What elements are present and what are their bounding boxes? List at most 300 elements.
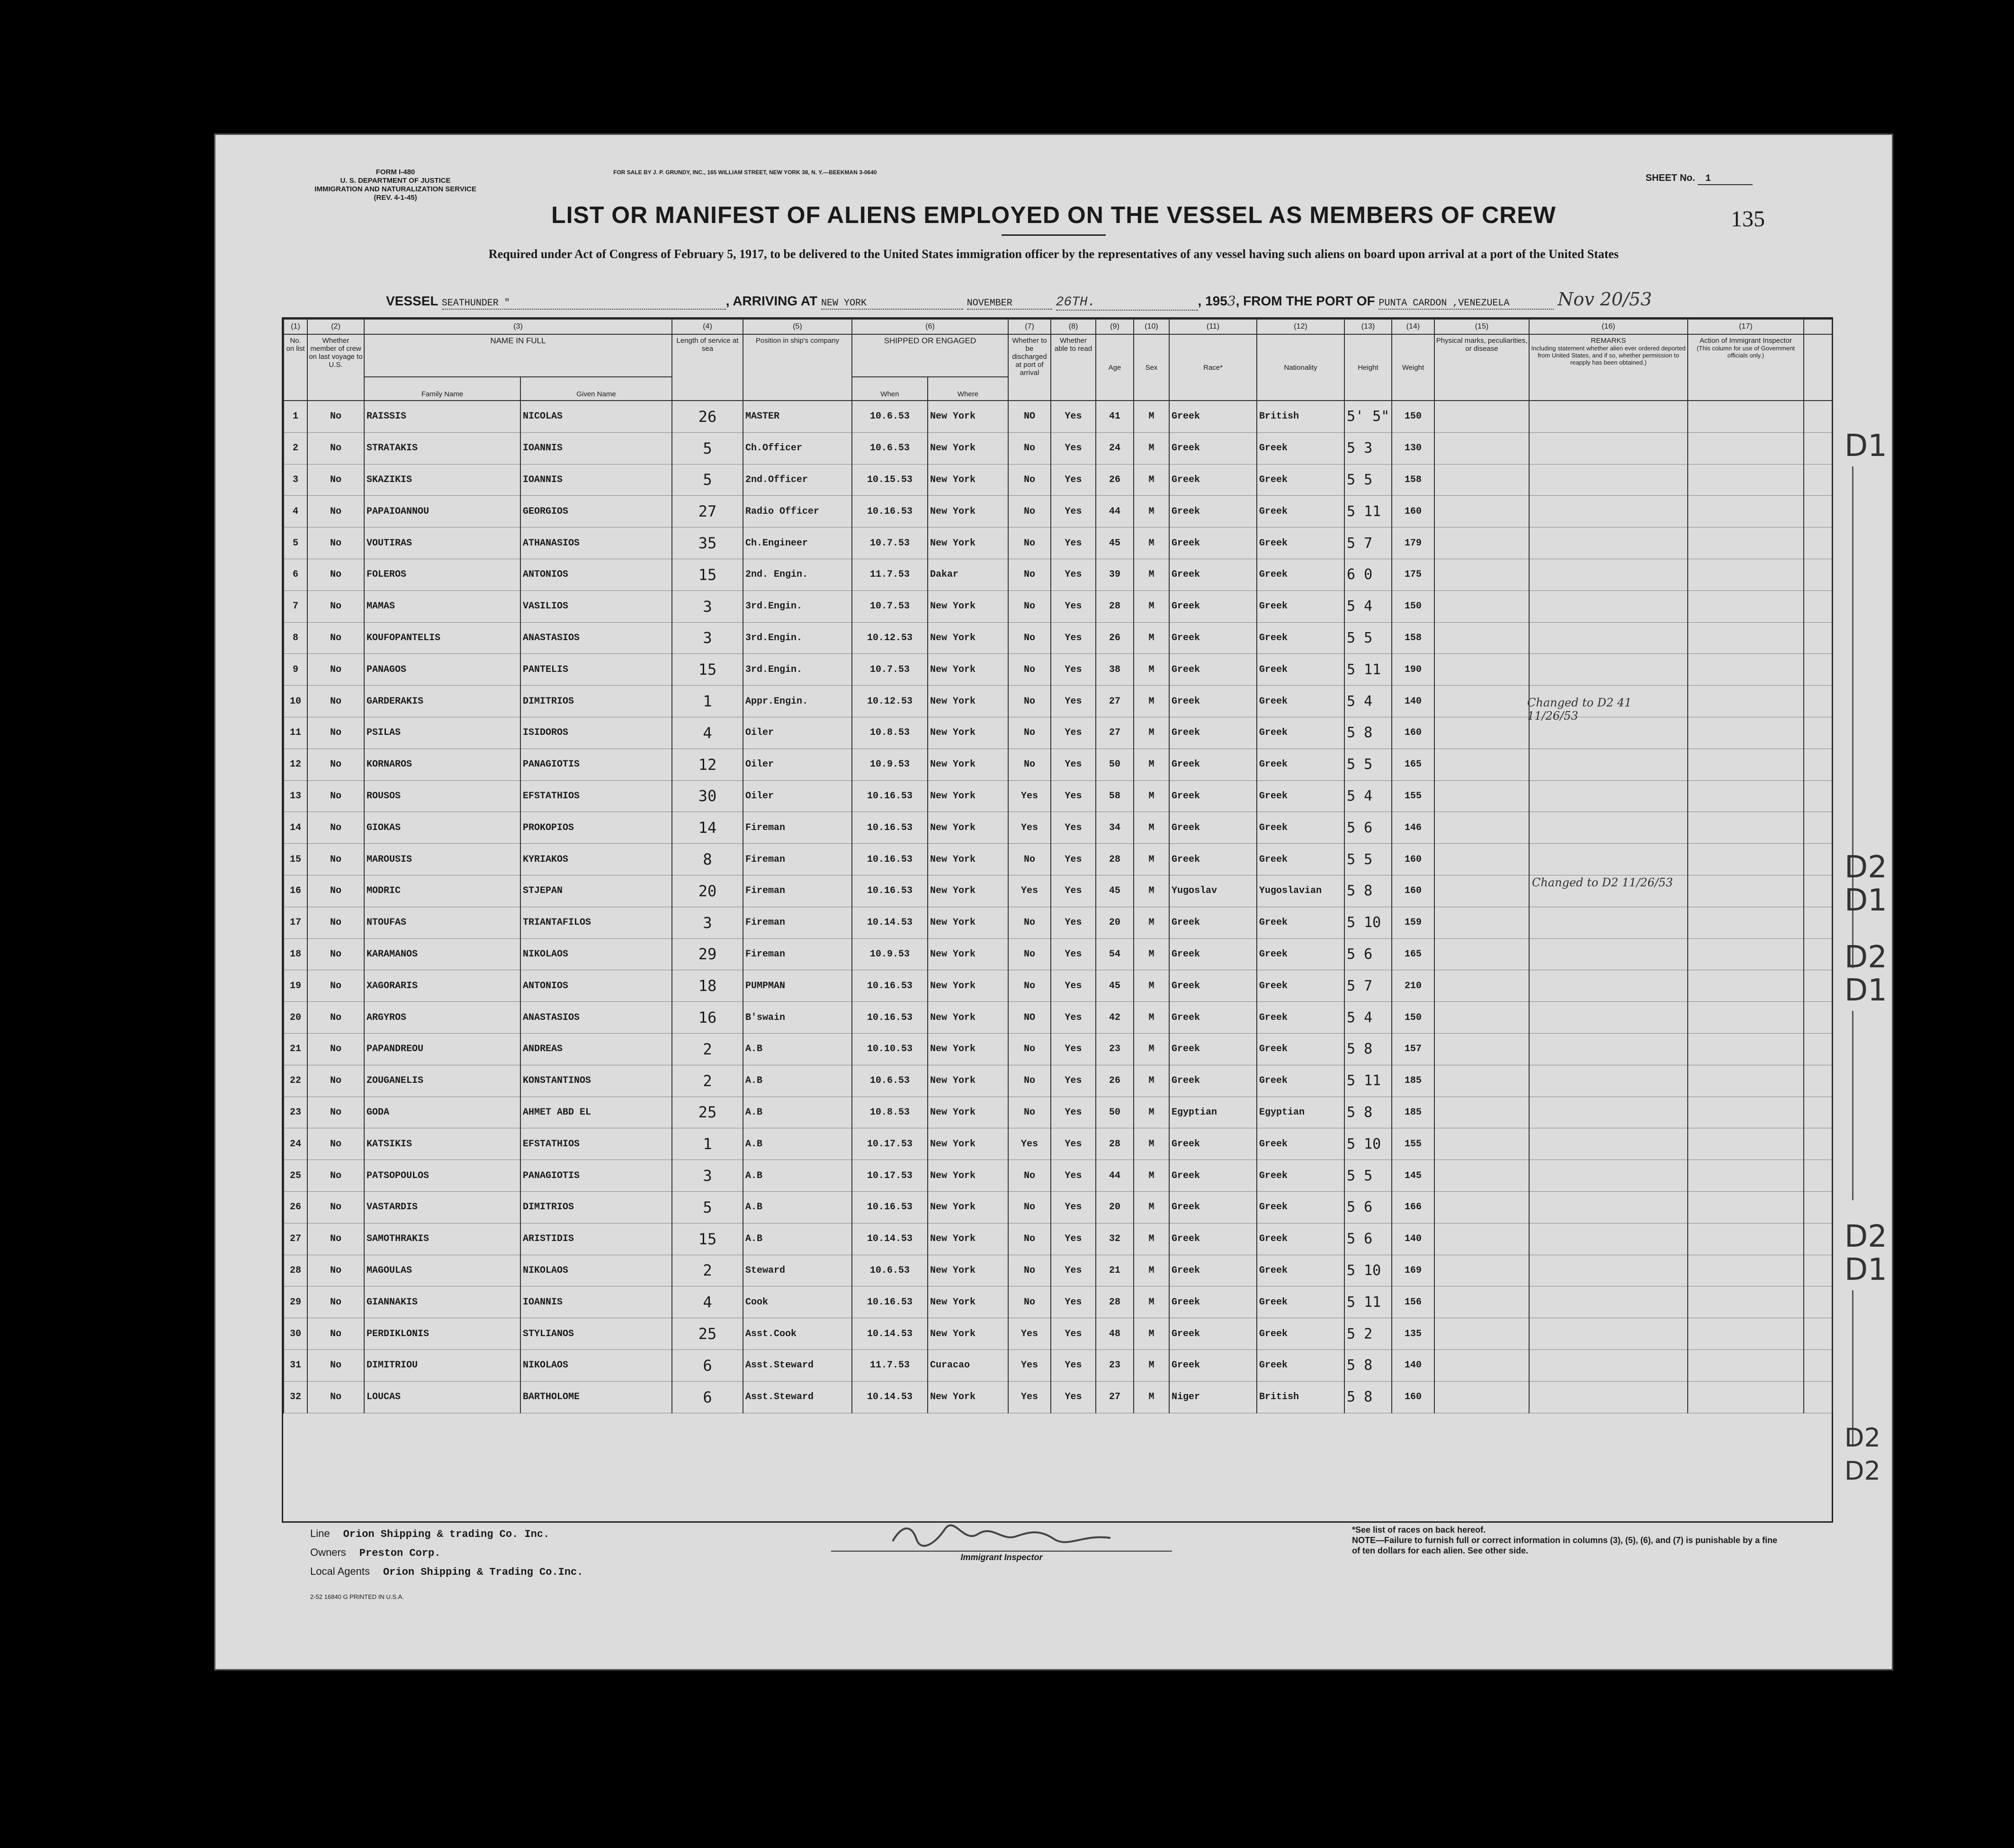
cell-family-name: PANAGOS [364,654,520,686]
cell-action [1688,970,1804,1002]
crew-row [284,1160,1832,1192]
cell-position: 3rd.Engin. [743,654,852,686]
cell-discharged: No [1008,749,1051,780]
cell-position: Fireman [743,875,852,907]
cell-service: 3 [672,622,743,654]
cell-no: 30 [284,1318,307,1350]
cell-family-name: SAMOTHRAKIS [364,1223,520,1255]
cell-race: Greek [1169,1349,1257,1381]
cell-prev-voyage: No [307,970,364,1002]
cell-service: 4 [672,1286,743,1318]
cell-position: 3rd.Engin. [743,622,852,654]
cell-remarks [1529,938,1688,970]
cell-height: 5 10 [1344,1255,1392,1286]
cell-given-name: STJEPAN [520,875,672,907]
cell-age: 20 [1096,1191,1134,1223]
cell-prev-voyage: No [307,559,364,590]
inspector-mark: D1 [1844,1252,1887,1287]
cell-nationality: Greek [1257,1223,1344,1255]
cell-prev-voyage: No [307,590,364,622]
cell-read: Yes [1051,1191,1096,1223]
cell-nationality: Greek [1257,1191,1344,1223]
cell-spacer [1804,749,1832,780]
cell-service: 20 [672,875,743,907]
cell-action [1688,432,1804,464]
cell-discharged: No [1008,1065,1051,1097]
cell-given-name: NICOLAS [520,401,672,432]
cell-spacer [1804,1286,1832,1318]
cell-where: New York [928,432,1008,464]
cell-when: 10.8.53 [852,1097,928,1128]
cell-spacer [1804,1160,1832,1192]
service-name: IMMIGRATION AND NATURALIZATION SERVICE [314,185,476,193]
cell-sex: M [1134,875,1169,907]
col-length-service: Length of service at sea [672,334,743,401]
cell-spacer [1804,401,1832,432]
cell-action [1688,1002,1804,1034]
cell-where: New York [928,622,1008,654]
cell-position: Cook [743,1286,852,1318]
cell-when: 10.16.53 [852,1286,928,1318]
cell-service: 18 [672,970,743,1002]
cell-height: 5 11 [1344,496,1392,527]
footer-notes [1352,1525,1788,1556]
cell-remarks [1529,1033,1688,1065]
cell-nationality: Greek [1257,1033,1344,1065]
cell-weight: 150 [1392,590,1434,622]
cell-remarks [1529,970,1688,1002]
page-subtitle: Required under Act of Congress of February 5, 1917, to be delivered to the United States immigration officer by the representatives of any vessel having such aliens on board upon arrival at a port of the United States [488,247,1619,261]
cell-weight: 169 [1392,1255,1434,1286]
cell-service: 14 [672,812,743,844]
cell-prev-voyage: No [307,654,364,686]
arrival-port: NEW YORK [821,298,963,310]
cell-race: Greek [1169,1128,1257,1160]
cell-read: Yes [1051,654,1096,686]
cell-position: Ch.Officer [743,432,852,464]
cell-given-name: ISIDOROS [520,717,672,749]
cell-no: 16 [284,875,307,907]
cell-sex: M [1134,812,1169,844]
col-shipped-engaged: SHIPPED OR ENGAGED [852,334,1008,377]
cell-sex: M [1134,1033,1169,1065]
crew-row [284,1065,1832,1097]
cell-family-name: VASTARDIS [364,1191,520,1223]
cell-height: 5 7 [1344,970,1392,1002]
cell-no: 31 [284,1349,307,1381]
cell-no: 29 [284,1286,307,1318]
cell-read: Yes [1051,938,1096,970]
cell-family-name: ZOUGANELIS [364,1065,520,1097]
cell-action [1688,907,1804,938]
crew-row [284,654,1832,686]
cell-given-name: PROKOPIOS [520,812,672,844]
cell-read: Yes [1051,1065,1096,1097]
cell-height: 5 6 [1344,812,1392,844]
printed-mark: 2-52 16840 G PRINTED IN U.S.A. [310,1593,404,1600]
cell-family-name: LOUCAS [364,1381,520,1413]
cell-no: 12 [284,749,307,780]
cell-prev-voyage: No [307,907,364,938]
cell-sex: M [1134,1318,1169,1350]
cell-action [1688,401,1804,432]
cell-remarks [1529,1065,1688,1097]
cell-race: Yugoslav [1169,875,1257,907]
cell-discharged: No [1008,1255,1051,1286]
cell-weight: 160 [1392,1381,1434,1413]
cell-family-name: DIMITRIOU [364,1349,520,1381]
col-num-8: (8) [1051,319,1096,334]
cell-weight: 156 [1392,1286,1434,1318]
cell-given-name: AHMET ABD EL [520,1097,672,1128]
cell-nationality: Greek [1257,590,1344,622]
cell-read: Yes [1051,401,1096,432]
cell-race: Greek [1169,1160,1257,1192]
cell-prev-voyage: No [307,1065,364,1097]
col-action-title: Action of Immigrant Inspector [1699,337,1792,345]
cell-prev-voyage: No [307,938,364,970]
cell-physical-marks [1434,1255,1529,1286]
cell-read: Yes [1051,812,1096,844]
cell-age: 26 [1096,622,1134,654]
cell-family-name: KATSIKIS [364,1128,520,1160]
col-num-6: (6) [852,319,1008,334]
inspector-label: Immigrant Inspector [831,1551,1172,1562]
inspector-mark: D2 [1844,1219,1887,1254]
cell-where: New York [928,1065,1008,1097]
cell-discharged: No [1008,527,1051,559]
inspector-mark: D2 [1844,940,1887,975]
cell-when: 10.14.53 [852,907,928,938]
cell-action [1688,1033,1804,1065]
cell-spacer [1804,717,1832,749]
cell-race: Greek [1169,844,1257,875]
arrival-day: 26TH. [1056,295,1198,311]
cell-given-name: NIKOLAOS [520,1255,672,1286]
cell-position: Appr.Engin. [743,686,852,717]
cell-weight: 140 [1392,686,1434,717]
cell-no: 26 [284,1191,307,1223]
cell-discharged: No [1008,686,1051,717]
cell-where: New York [928,938,1008,970]
cell-remarks [1529,907,1688,938]
cell-action [1688,749,1804,780]
cell-nationality: Greek [1257,907,1344,938]
department: U. S. DEPARTMENT OF JUSTICE [340,177,451,185]
handwritten-remark: Changed to D2 41 11/26/53 [1527,696,1632,723]
cell-weight: 175 [1392,559,1434,590]
cell-age: 58 [1096,780,1134,812]
cell-physical-marks [1434,527,1529,559]
col-name-in-full: NAME IN FULL [364,334,672,377]
cell-nationality: British [1257,401,1344,432]
cell-nationality: Greek [1257,622,1344,654]
cell-action [1688,1097,1804,1128]
cell-sex: M [1134,432,1169,464]
cell-position: Oiler [743,780,852,812]
cell-given-name: KYRIAKOS [520,844,672,875]
cell-where: Curacao [928,1349,1008,1381]
cell-service: 27 [672,496,743,527]
cell-height: 5 7 [1344,527,1392,559]
cell-race: Greek [1169,1065,1257,1097]
cell-remarks [1529,464,1688,496]
cell-action [1688,1286,1804,1318]
cell-height: 5 5 [1344,1160,1392,1192]
cell-remarks [1529,844,1688,875]
cell-weight: 155 [1392,1128,1434,1160]
cell-prev-voyage: No [307,1033,364,1065]
cell-prev-voyage: No [307,749,364,780]
cell-spacer [1804,496,1832,527]
cell-race: Greek [1169,812,1257,844]
cell-age: 28 [1096,844,1134,875]
cell-position: Asst.Steward [743,1349,852,1381]
cell-spacer [1804,559,1832,590]
cell-nationality: Greek [1257,527,1344,559]
cell-position: Oiler [743,749,852,780]
cell-when: 10.7.53 [852,590,928,622]
cell-when: 10.6.53 [852,1255,928,1286]
cell-age: 27 [1096,1381,1134,1413]
cell-position: Fireman [743,938,852,970]
cell-physical-marks [1434,1349,1529,1381]
cell-given-name: DIMITRIOS [520,1191,672,1223]
cell-physical-marks [1434,970,1529,1002]
col-position: Position in ship's company [743,334,852,401]
cell-nationality: Greek [1257,812,1344,844]
cell-nationality: Greek [1257,1002,1344,1034]
cell-race: Greek [1169,749,1257,780]
cell-age: 34 [1096,812,1134,844]
cell-family-name: MAMAS [364,590,520,622]
cell-physical-marks [1434,749,1529,780]
cell-sex: M [1134,496,1169,527]
cell-action [1688,590,1804,622]
cell-age: 28 [1096,1128,1134,1160]
cell-no: 14 [284,812,307,844]
cell-given-name: PANTELIS [520,654,672,686]
vessel-name: SEATHUNDER " [442,298,726,310]
cell-service: 4 [672,717,743,749]
cell-given-name: DIMITRIOS [520,686,672,717]
cell-when: 10.7.53 [852,527,928,559]
cell-height: 6 0 [1344,559,1392,590]
cell-weight: 166 [1392,1191,1434,1223]
col-num-3: (3) [364,319,672,334]
cell-given-name: TRIANTAFILOS [520,907,672,938]
crew-row [284,1002,1832,1034]
cell-age: 27 [1096,717,1134,749]
crew-table [283,319,1833,1413]
cell-service: 25 [672,1097,743,1128]
cell-nationality: Greek [1257,1255,1344,1286]
cell-weight: 160 [1392,496,1434,527]
col-num-13: (13) [1344,319,1392,334]
cell-nationality: Greek [1257,749,1344,780]
inspector-mark: D1 [1844,429,1887,464]
cell-given-name: ANASTASIOS [520,1002,672,1034]
cell-no: 7 [284,590,307,622]
cell-sex: M [1134,938,1169,970]
cell-where: New York [928,875,1008,907]
inspector-bracket [1852,1011,1868,1200]
cell-given-name: NIKOLAOS [520,1349,672,1381]
cell-weight: 190 [1392,654,1434,686]
cell-weight: 150 [1392,1002,1434,1034]
cell-spacer [1804,654,1832,686]
cell-read: Yes [1051,464,1096,496]
cell-height: 5 4 [1344,590,1392,622]
cell-physical-marks [1434,875,1529,907]
col-family-name: Family Name [364,377,520,401]
cell-given-name: ANTONIOS [520,559,672,590]
cell-no: 13 [284,780,307,812]
cell-sex: M [1134,780,1169,812]
col-num-5: (5) [743,319,852,334]
cell-physical-marks [1434,1160,1529,1192]
cell-weight: 130 [1392,432,1434,464]
cell-discharged: Yes [1008,812,1051,844]
handwritten-remark: Changed to D2 11/26/53 [1532,876,1673,889]
col-num-17: (17) [1688,319,1804,334]
cell-nationality: Greek [1257,780,1344,812]
col-num-11: (11) [1169,319,1257,334]
cell-position: Asst.Cook [743,1318,852,1350]
crew-row [284,1223,1832,1255]
cell-no: 10 [284,686,307,717]
cell-action [1688,622,1804,654]
cell-sex: M [1134,464,1169,496]
cell-height: 5 6 [1344,1223,1392,1255]
cell-where: New York [928,1002,1008,1034]
cell-where: New York [928,970,1008,1002]
cell-when: 10.14.53 [852,1381,928,1413]
crew-row [284,559,1832,590]
cell-position: Asst.Steward [743,1381,852,1413]
cell-where: New York [928,401,1008,432]
manifest-sheet [214,134,1893,1670]
cell-prev-voyage: No [307,1286,364,1318]
cell-nationality: Egyptian [1257,1097,1344,1128]
cell-discharged: Yes [1008,1128,1051,1160]
cell-race: Greek [1169,1318,1257,1350]
cell-action [1688,1318,1804,1350]
cell-where: Dakar [928,559,1008,590]
cell-weight: 185 [1392,1097,1434,1128]
cell-spacer [1804,1065,1832,1097]
cell-given-name: ANASTASIOS [520,622,672,654]
cell-when: 10.16.53 [852,812,928,844]
cell-family-name: RAISSIS [364,401,520,432]
cell-service: 3 [672,1160,743,1192]
cell-action [1688,1381,1804,1413]
cell-remarks [1529,1286,1688,1318]
cell-nationality: Greek [1257,432,1344,464]
crew-row [284,780,1832,812]
cell-race: Niger [1169,1381,1257,1413]
cell-position: A.B [743,1033,852,1065]
cell-where: New York [928,780,1008,812]
cell-prev-voyage: No [307,1318,364,1350]
cell-where: New York [928,1318,1008,1350]
cell-sex: M [1134,401,1169,432]
cell-race: Greek [1169,970,1257,1002]
cell-no: 5 [284,527,307,559]
voyage-line: VESSEL SEATHUNDER " , ARRIVING AT NEW YORK NOVEMBER 26TH. , 1953, FROM THE PORT OF PUNTA CARDON ,VENEZUELA Nov 20/53 [386,289,1652,310]
cell-where: New York [928,717,1008,749]
cell-where: New York [928,1191,1008,1223]
cell-family-name: PERDIKLONIS [364,1318,520,1350]
cell-read: Yes [1051,907,1096,938]
cell-action [1688,875,1804,907]
cell-service: 5 [672,432,743,464]
cell-remarks [1529,590,1688,622]
cell-physical-marks [1434,1223,1529,1255]
cell-prev-voyage: No [307,1381,364,1413]
cell-when: 10.16.53 [852,844,928,875]
cell-discharged: No [1008,559,1051,590]
col-given-name: Given Name [520,377,672,401]
cell-action [1688,844,1804,875]
cell-physical-marks [1434,844,1529,875]
col-spacer [1804,319,1832,334]
cell-discharged: No [1008,590,1051,622]
cell-no: 6 [284,559,307,590]
cell-read: Yes [1051,559,1096,590]
crew-row [284,749,1832,780]
cell-age: 32 [1096,1223,1134,1255]
cell-read: Yes [1051,970,1096,1002]
cell-service: 15 [672,654,743,686]
cell-height: 5 10 [1344,1128,1392,1160]
cell-when: 10.16.53 [852,1002,928,1034]
cell-position: A.B [743,1065,852,1097]
cell-when: 10.15.53 [852,464,928,496]
cell-when: 10.9.53 [852,749,928,780]
col-num-14: (14) [1392,319,1434,334]
cell-sex: M [1134,590,1169,622]
cell-sex: M [1134,1097,1169,1128]
cell-weight: 210 [1392,970,1434,1002]
cell-discharged: No [1008,1286,1051,1318]
crew-row [284,1033,1832,1065]
cell-where: New York [928,590,1008,622]
cell-where: New York [928,1255,1008,1286]
cell-age: 26 [1096,1065,1134,1097]
cell-remarks [1529,401,1688,432]
cell-action [1688,686,1804,717]
cell-race: Greek [1169,938,1257,970]
cell-action [1688,559,1804,590]
cell-given-name: ATHANASIOS [520,527,672,559]
cell-weight: 140 [1392,1223,1434,1255]
cell-nationality: Greek [1257,654,1344,686]
cell-age: 21 [1096,1255,1134,1286]
cell-when: 10.16.53 [852,780,928,812]
cell-read: Yes [1051,1223,1096,1255]
cell-given-name: BARTHOLOME [520,1381,672,1413]
cell-age: 39 [1096,559,1134,590]
cell-spacer [1804,1255,1832,1286]
cell-remarks [1529,812,1688,844]
page-title: LIST OR MANIFEST OF ALIENS EMPLOYED ON THE VESSEL AS MEMBERS OF CREW [551,202,1556,228]
cell-position: A.B [743,1191,852,1223]
cell-remarks [1529,496,1688,527]
arrival-year: 3 [1227,293,1236,309]
col-nationality: Nationality [1257,334,1344,401]
cell-action [1688,717,1804,749]
